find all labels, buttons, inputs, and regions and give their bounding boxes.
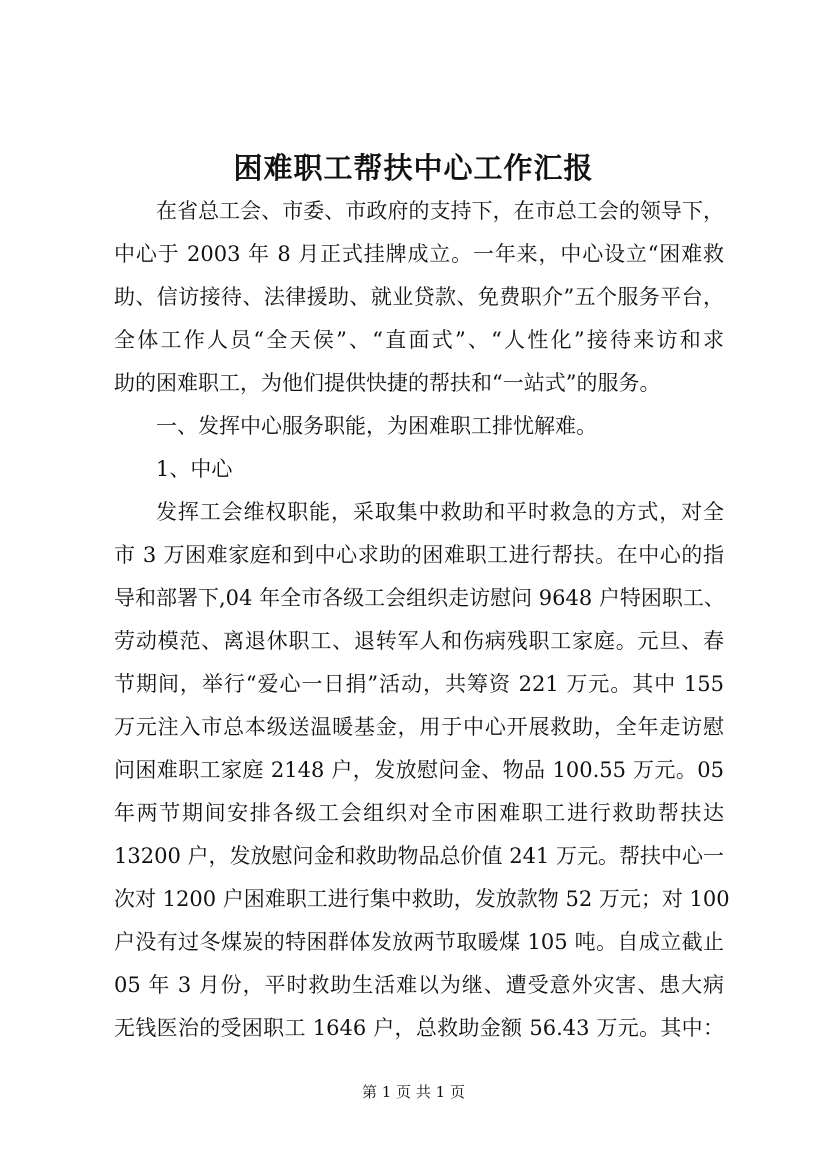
section-heading: 一、发挥中心服务职能，为困难职工排忧解难。: [156, 414, 597, 438]
paragraph-line: 次对 1200 户困难职工进行集中救助，发放款物 52 万元；对 100: [114, 887, 730, 911]
paragraph-line: 导和部署下,04 年全市各级工会组织走访慰问 9648 户特困职工、: [114, 586, 725, 610]
paragraph-line: 节期间，举行“爱心一日捐”活动，共筹资 221 万元。其中 155: [114, 672, 724, 696]
paragraph-line: 市 3 万困难家庭和到中心求助的困难职工进行帮扶。在中心的指: [114, 543, 724, 567]
paragraph-line: 发挥工会维权职能，采取集中救助和平时救急的方式，对全: [156, 500, 724, 524]
paragraph-line: 中心于 2003 年 8 月正式挂牌成立。一年来，中心设立“困难救: [114, 242, 724, 266]
paragraph-line: 助的困难职工，为他们提供快捷的帮扶和“一站式”的服务。: [114, 371, 661, 395]
page-number-footer: 第 1 页 共 1 页: [362, 1083, 465, 1101]
paragraph-line: 在省总工会、市委、市政府的支持下，在市总工会的领导下，: [156, 199, 724, 223]
paragraph-line: 问困难职工家庭 2148 户，发放慰问金、物品 100.55 万元。05: [114, 758, 724, 782]
paragraph-line: 无钱医治的受困职工 1646 户，总救助金额 56.43 万元。其中：: [114, 1016, 724, 1040]
paragraph-line: 户没有过冬煤炭的特困群体发放两节取暖煤 105 吨。自成立截止: [114, 930, 724, 954]
paragraph-line: 助、信访接待、法律援助、就业贷款、免费职介”五个服务平台，: [114, 285, 724, 309]
paragraph-line: 全体工作人员“全天侯”、“直面式”、“人性化”接待来访和求: [114, 328, 724, 352]
paragraph-line: 05 年 3 月份，平时救助生活难以为继、遭受意外灾害、患大病: [114, 973, 724, 997]
paragraph-line: 年两节期间安排各级工会组织对全市困难职工进行救助帮扶达: [114, 801, 724, 825]
subsection-heading: 1、中心: [156, 457, 233, 481]
document-title: 困难职工帮扶中心工作汇报: [233, 151, 594, 185]
paragraph-line: 13200 户，发放慰问金和救助物品总价值 241 万元。帮扶中心一: [114, 844, 724, 868]
paragraph-line: 劳动模范、离退休职工、退转军人和伤病残职工家庭。元旦、春: [114, 629, 724, 653]
paragraph-line: 万元注入市总本级送温暖基金，用于中心开展救助，全年走访慰: [114, 715, 724, 739]
